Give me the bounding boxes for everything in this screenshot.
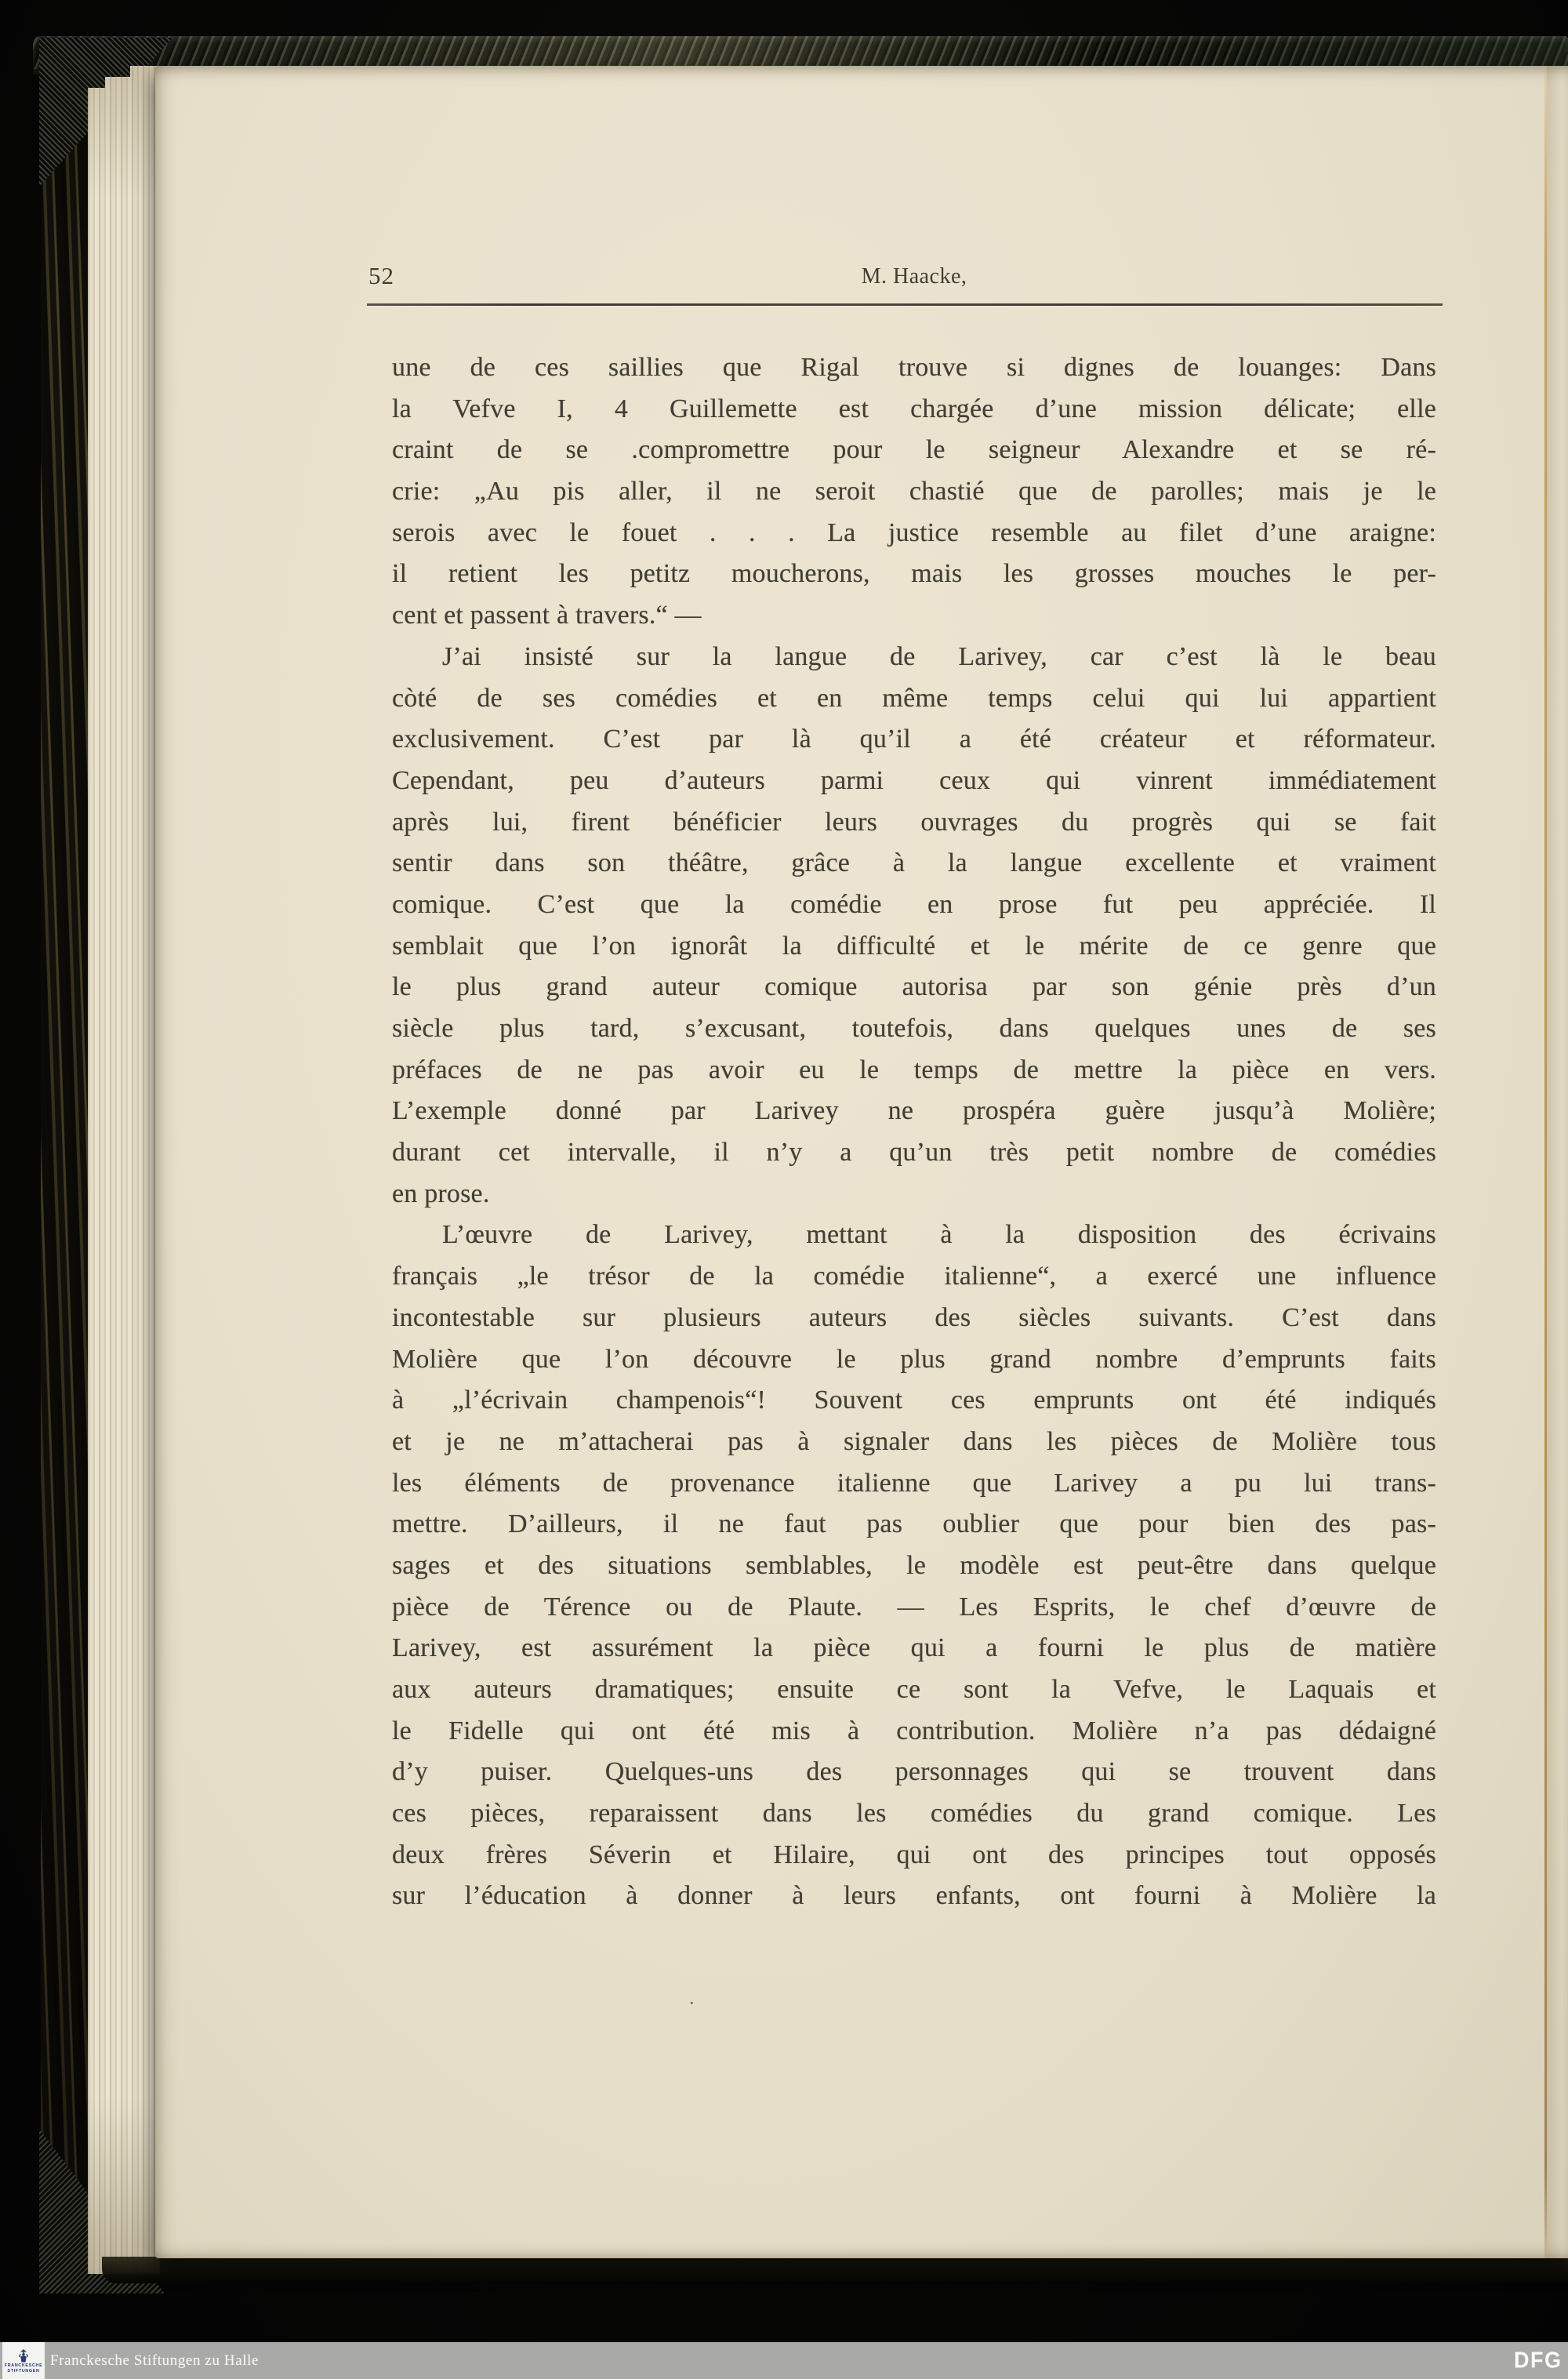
page-gutter-shade [1547,66,1568,2258]
text-line: le Fidelle qui ont été mis à contribution. Molière n’a pas dédaigné [392,1716,1436,1745]
book-bottom-shadow [102,2257,1568,2283]
viewer-bottom-bar [0,2342,1568,2379]
text-line: L’exemple donné par Larivey ne prospéra guère jusqu’à Molière; [392,1096,1436,1126]
institution-watermark: Franckesche Stiftungen zu Halle [50,2352,260,2369]
text-line: une de ces saillies que Rigal trouve si dignes de louanges: Dans [392,353,1436,382]
orphan-figure-icon [16,2349,31,2363]
text-line: semblait que l’on ignorât la difficulté et le mérite de ce genre que [392,931,1436,961]
text-line: sentir dans son théâtre, grâce à la langue excellente et vraiment [392,848,1436,878]
text-line: mettre. D’ailleurs, il ne faut pas oublier que pour bien des pas- [392,1509,1436,1539]
book-page [155,66,1568,2258]
logo-text-line2: STIFTUNGEN [7,2369,40,2374]
text-line: le plus grand auteur comique autorisa par son génie près d’un [392,972,1436,1002]
text-line: comique. C’est que la comédie en prose fut peu appréciée. Il [392,889,1436,919]
text-line: à „l’écrivain champenois“! Souvent ces emprunts ont été indiqués [392,1386,1436,1415]
text-line: sages et des situations semblables, le modèle est peut-être dans quelque [392,1550,1436,1580]
book-spine [41,42,89,2290]
text-line: exclusivement. C’est par là qu’il a été créateur et réformateur. [392,725,1436,754]
text-line: en prose. [392,1179,490,1208]
text-line: les éléments de provenance italienne que Larivey a pu lui trans- [392,1468,1436,1498]
text-line: durant cet intervalle, il n’y a qu’un très petit nombre de comédies [392,1138,1436,1168]
header-rule [367,303,1443,306]
logo-text-line1: FRANCKESCHE [4,2363,43,2368]
text-line: L’œuvre de Larivey, mettant à la disposition des écrivains [442,1220,1436,1250]
text-line: J’ai insisté sur la langue de Larivey, car c’est là le beau [442,641,1436,671]
text-line: sur l’éducation à donner à leurs enfants, ont fourni à Molière la [392,1881,1436,1911]
text-line: deux frères Séverin et Hilaire, qui ont des principes tout opposés [392,1840,1436,1869]
text-line: incontestable sur plusieurs auteurs des siècles suivants. C’est dans [392,1302,1436,1332]
dfg-logo: DFG [1514,2348,1563,2373]
text-block [392,353,1436,1923]
text-line: et je ne m’attacherai pas à signaler dans les pièces de Molière tous [392,1426,1436,1456]
franckesche-stiftungen-logo [2,2342,45,2379]
page-number: 52 [368,262,394,289]
text-line: còté de ses comédies et en même temps celui qui lui appartient [392,683,1436,713]
text-line: Molière que l’on découvre le plus grand nombre d’emprunts faits [392,1344,1436,1374]
running-title: M. Haacke, [861,264,967,289]
text-line: serois avec le fouet . . . La justice resemble au filet d’une araigne: [392,518,1436,547]
text-line: pièce de Térence ou de Plaute. — Les Esprits, le chef d’œuvre de [392,1592,1436,1622]
text-line: craint de se .compromettre pour le seigneur Alexandre et se ré- [392,435,1436,465]
page-header [368,262,1436,293]
page-gutter-line [1544,66,1547,2258]
text-line: Larivey, est assurément la pièce qui a fourni le plus de matière [392,1633,1436,1663]
text-line: aux auteurs dramatiques; ensuite ce sont la Vefve, le Laquais et [392,1675,1436,1704]
text-line: français „le trésor de la comédie italienne“, a exercé une influence [392,1262,1436,1291]
text-line: d’y puiser. Quelques-uns des personnages qui se trouvent dans [392,1757,1436,1787]
text-line: préfaces de ne pas avoir eu le temps de mettre la pièce en vers. [392,1055,1436,1084]
text-line: Cependant, peu d’auteurs parmi ceux qui vinrent immédiatement [392,765,1436,795]
page-edges [88,66,160,2274]
text-line: la Vefve I, 4 Guillemette est chargée d’une mission délicate; elle [392,394,1436,423]
text-line: crie: „Au pis aller, il ne seroit chastié que de parolles; mais je le [392,477,1436,507]
text-line: après lui, firent bénéficier leurs ouvrages du progrès qui se fait [392,807,1436,837]
text-line: ces pièces, reparaissent dans les comédies du grand comique. Les [392,1799,1436,1829]
text-line: cent et passent à travers.“ — [392,601,702,630]
text-line: il retient les petitz moucherons, mais les grosses mouches le per- [392,559,1436,589]
stray-ink-mark: · [688,1992,695,2014]
text-line: siècle plus tard, s’excusant, toutefois, dans quelques unes de ses [392,1014,1436,1043]
